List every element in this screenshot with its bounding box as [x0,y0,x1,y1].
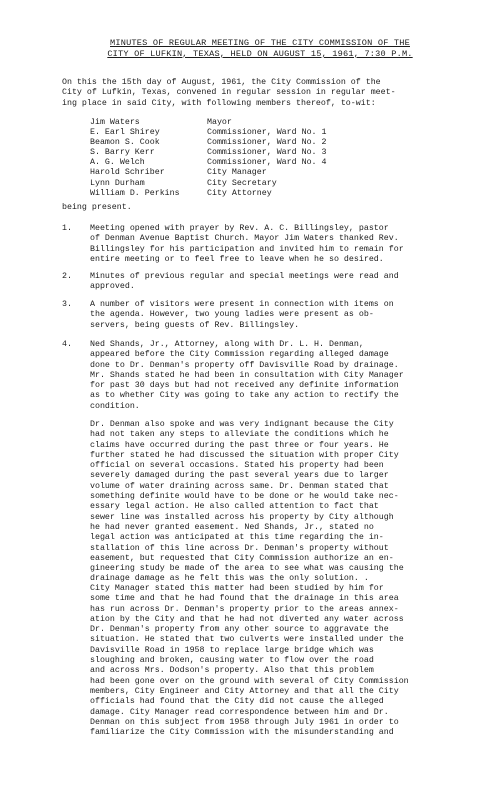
member-title: City Attorney [207,188,272,198]
member-title: Commissioner, Ward No. 1 [207,128,327,138]
item-number: 1. [62,224,72,233]
paragraph-line: had been gone over on the ground with several of City Commission [90,676,409,686]
paragraph-line: members, City Engineer and City Attorney and that all the City [90,686,399,696]
item-body [90,340,404,412]
paragraph-line: claims have occurred during the past three or four years. He [90,440,389,450]
item-body [90,272,399,293]
member-title: Commissioner, Ward No. 2 [207,138,327,148]
item-body [90,300,394,331]
paragraph-line: has run across Dr. Denman's property prior to the areas annex- [90,604,399,614]
paragraph-line: familiarize the City Commission with the misunderstanding and [90,728,394,738]
member-name: Lynn Durham [90,178,145,188]
member-name: Harold Schriber [90,168,165,178]
member-row [90,138,357,148]
item-line: of Denman Avenue Baptist Church. Mayor Jim Waters thanked Rev. [90,234,399,244]
intro-line: On this the 15th day of August, 1961, the City Commission of the [62,78,381,87]
member-name: William D. Perkins [90,188,180,198]
member-row [90,189,357,199]
paragraph-line: severely damaged during the past several years due to larger [90,471,389,481]
paragraph-line: drainage damage as he felt this was the only solution. . [90,574,369,584]
intro-paragraph [62,78,396,109]
minutes-title [60,38,460,60]
title-line: CITY OF LUFKIN, TEXAS, HELD ON AUGUST 15, 1961, 7:30 P.M. [107,49,413,59]
paragraph-line: and across Mrs. Dodson's property. Also that this problem [90,666,374,676]
item-line: A number of visitors were present in connection with items on [90,300,394,309]
item-number: 2. [62,272,72,281]
members-list [90,118,357,199]
member-title: Mayor [207,118,232,127]
paragraph-line: sewer line was installed across his property by City although [90,512,394,522]
item-line: as to whether City was going to take any action to rectify the [90,391,399,401]
item-number: 4. [62,340,72,349]
item-number: 3. [62,300,72,309]
paragraph-line: Denman on this subject from 1958 through July 1961 in order to [90,717,399,727]
member-row [90,158,357,168]
member-row [90,179,357,189]
member-row [90,118,357,128]
paragraph-line: gineering study be made of the area to see what was causing the [90,564,404,574]
item-line: for past 30 days but had not received any definite information [90,381,399,391]
item-line: Minutes of previous regular and special meetings were read and [90,272,399,281]
paragraph-line: damage. City Manager read correspondence between him and Dr. [90,707,389,717]
item-line: approved. [90,282,135,292]
member-title: City Manager [207,168,267,178]
paragraph-line: had not taken any steps to alleviate the conditions which he [90,430,389,440]
paragraph-line: stallation of this line across Dr. Denman's property without [90,543,389,553]
member-row [90,168,357,178]
paragraph-city-manager [90,584,409,738]
paragraph-line: ation by the City and that he had not diverted any water across [90,614,404,624]
paragraph-line: City Manager stated this matter had been studied by him for [90,584,384,593]
member-title: City Secretary [207,178,277,188]
paragraph-line: Dr. Denman also spoke and was very indignant because the City [90,420,394,429]
paragraph-line: easement, but requested that City Commission authorize an en- [90,553,394,563]
item-line: done to Dr. Denman's property off Davisville Road by drainage. [90,360,399,370]
paragraph-line: officials had found that the City did not cause the alleged [90,697,384,707]
item-body [90,224,404,265]
item-line: Meeting opened with prayer by Rev. A. C. Billingsley, pastor [90,224,389,233]
member-name: S. Barry Kerr [90,148,155,158]
item-line: the agenda. However, two young ladies were present as ob- [90,310,374,320]
paragraph-line: legal action was anticipated at this time regarding the in- [90,533,384,543]
member-title: Commissioner, Ward No. 4 [207,158,327,168]
member-name: A. G. Welch [90,158,145,168]
member-name: Beamon S. Cook [90,138,160,148]
item-line: Ned Shands, Jr., Attorney, along with Dr. L. H. Denman, [90,340,364,349]
member-name: Jim Waters [90,118,140,127]
member-name: E. Earl Shirey [90,128,160,138]
item-line: Mr. Shands stated he had been in consultation with City Manager [90,370,404,380]
member-row [90,148,357,158]
paragraph-line: essary legal action. He also called attention to fact that [90,502,379,512]
paragraph-line: further stated he had discussed the situation with proper City [90,450,399,460]
paragraph-line: Davisville Road in 1958 to replace large bridge which was [90,645,374,655]
paragraph-line: something definite would have to be done or he would take nec- [90,492,399,502]
item-line: appeared before the City Commission regarding alleged damage [90,350,389,360]
item-line: entire meeting or to feel free to leave when he so desired. [90,254,384,264]
paragraph-line: situation. He stated that two culverts were installed under the [90,635,404,645]
paragraph-line: official on several occasions. Stated his property had been [90,461,384,471]
paragraph-line: sloughing and broken, causing water to flow over the road [90,656,374,666]
intro-line: City of Lufkin, Texas, convened in regular session in regular meet- [62,88,396,98]
title-line: MINUTES OF REGULAR MEETING OF THE CITY COMMISSION OF THE [110,38,410,48]
being-present: being present. [62,203,132,212]
paragraph-line: he had never granted easement. Ned Shands, Jr., stated no [90,522,374,532]
member-title: Commissioner, Ward No. 3 [207,148,327,158]
paragraph-denman [90,420,404,585]
member-row [90,128,357,138]
item-line: Billingsley for his participation and invited him to remain for [90,244,404,254]
paragraph-line: Dr. Denman's property from any other source to aggravate the [90,625,389,635]
paragraph-line: volume of water draining across same. Dr. Denman stated that [90,481,389,491]
item-line: servers, being guests of Rev. Billingsley. [90,320,300,330]
intro-line: ing place in said City, with following members thereof, to-wit: [62,98,376,108]
item-line: condition. [90,401,140,411]
paragraph-line: some time and that he had found that the drainage in this area [90,594,399,604]
